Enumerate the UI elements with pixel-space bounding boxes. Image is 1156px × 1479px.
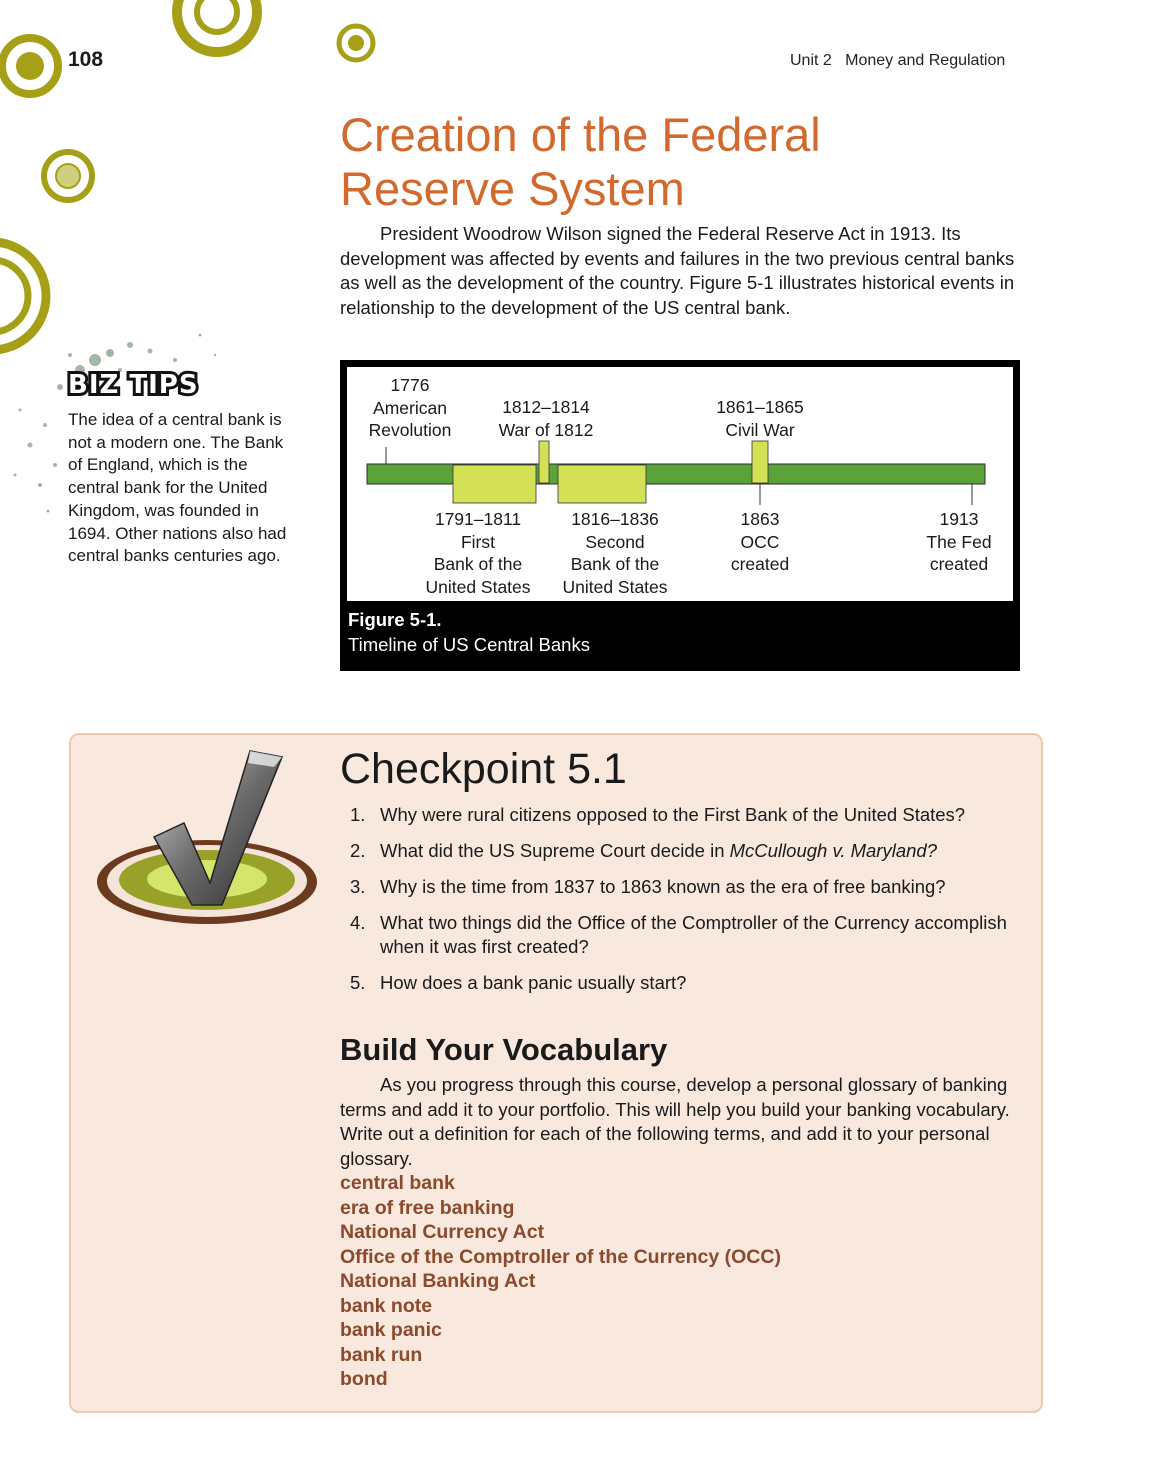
question-number: 2.	[350, 840, 366, 861]
question-item	[340, 971, 1030, 995]
event-label-line: 1776	[390, 375, 430, 395]
checkpoint-questions	[340, 803, 1030, 1007]
event-first-bank	[418, 508, 538, 598]
event-label-line: First	[460, 531, 496, 552]
question-text: What did the US Supreme Court decide in	[380, 840, 730, 861]
biz-tips-text: The idea of a central bank is not a modern one. The Bank of England, which is the central bank for the United Kingdom, was founded in 1694. Other nations also had central banks centuries ago.	[68, 410, 287, 566]
vocabulary-term: central bank	[340, 1172, 455, 1194]
event-label-line: United States	[425, 576, 531, 597]
question-number: 4.	[350, 912, 366, 933]
page-number: 108	[68, 48, 104, 71]
event-label-line: The Fed	[926, 531, 992, 552]
period-civil-war	[752, 441, 768, 483]
running-header: Unit 2 Money and Regulation	[790, 52, 1006, 69]
event-civil-war	[700, 396, 820, 441]
figure-caption-title: Figure 5-1.	[348, 609, 442, 630]
question-item	[340, 875, 1030, 899]
event-label-line: 1816–1836	[571, 509, 659, 529]
checkmark-icon	[92, 745, 322, 945]
question-text: How does a bank panic usually start?	[380, 972, 687, 993]
case-name: McCullough v. Maryland?	[729, 840, 937, 861]
vocabulary-term: bank note	[340, 1294, 433, 1317]
vocabulary-term: National Currency Act	[340, 1221, 545, 1243]
section-title-line1: Creation of the Federal	[340, 108, 821, 161]
period-first-bank	[453, 465, 536, 503]
question-item	[340, 803, 1030, 827]
event-label-line: 1812–1814	[502, 397, 590, 417]
vocabulary-term: National Banking Act	[340, 1270, 536, 1292]
vocabulary-intro: As you progress through this course, develop a personal glossary of banking terms and add it to your portfolio. This will help you build your banking vocabulary. Write out a definition for each of the following terms, and add it to your personal glossary.	[340, 1074, 1010, 1169]
event-american-revolution	[360, 374, 460, 442]
event-label-line: created	[929, 554, 989, 574]
event-label-line: Civil War	[725, 419, 795, 440]
event-label-line: Bank of the	[570, 554, 660, 574]
event-war-of-1812	[486, 396, 606, 441]
event-second-bank	[555, 508, 675, 598]
event-label-line: Revolution	[368, 420, 452, 440]
question-text: Why were rural citizens opposed to the First Bank of the United States?	[380, 804, 966, 825]
vocabulary-term: bank panic	[340, 1319, 442, 1341]
vocabulary-title: Build Your Vocabulary	[340, 1032, 668, 1067]
question-text: What two things did the Office of the Comptroller of the Currency accomplish when it was first created?	[380, 912, 1007, 957]
vocabulary-term: bond	[340, 1368, 388, 1390]
event-fed-created	[909, 508, 1009, 576]
event-label-line: Bank of the	[433, 554, 523, 574]
event-label-line: created	[730, 554, 790, 574]
question-item	[340, 839, 1030, 863]
event-label-line: United States	[562, 576, 668, 597]
biz-tips-label	[64, 366, 236, 400]
vocabulary-term: bank run	[340, 1343, 423, 1366]
question-number: 3.	[350, 876, 366, 897]
section-title	[340, 108, 1040, 216]
figure-timeline	[340, 360, 1020, 671]
question-text: Why is the time from 1837 to 1863 known as the era of free banking?	[380, 876, 946, 897]
event-label-line: War of 1812	[498, 419, 594, 440]
event-label-line: 1861–1865	[716, 397, 804, 417]
checkpoint-title: Checkpoint 5.1	[340, 745, 627, 793]
section-title-line2: Reserve System	[340, 162, 685, 215]
intro-paragraph: President Woodrow Wilson signed the Federal Reserve Act in 1913. Its development was affected by events and failures in the two previous central banks as well as the development of the country. Figure 5-1 illustrates historical events in relationship to the development of the US central bank.	[340, 223, 1015, 318]
period-war-1812	[539, 441, 549, 483]
question-number: 1.	[350, 804, 366, 825]
event-label-line: 1863	[740, 509, 780, 529]
event-label-line: 1913	[939, 509, 979, 529]
figure-caption-text: Timeline of US Central Banks	[348, 634, 590, 655]
vocabulary-term: Office of the Comptroller of the Currency (OCC)	[340, 1245, 781, 1268]
event-occ-created	[710, 508, 810, 576]
event-label-line: 1791–1811	[434, 509, 522, 529]
event-label-line: OCC	[740, 531, 780, 552]
event-label-line: Second	[585, 531, 645, 552]
vocabulary-term: era of free banking	[340, 1196, 515, 1219]
question-item	[340, 911, 1030, 959]
event-label-line: American	[373, 397, 447, 418]
question-number: 5.	[350, 972, 366, 993]
biz-tips-label-text: BIZ TIPS	[68, 370, 199, 400]
timeline-area	[347, 367, 1013, 601]
period-second-bank	[558, 465, 646, 503]
vocabulary-terms	[340, 1171, 781, 1392]
